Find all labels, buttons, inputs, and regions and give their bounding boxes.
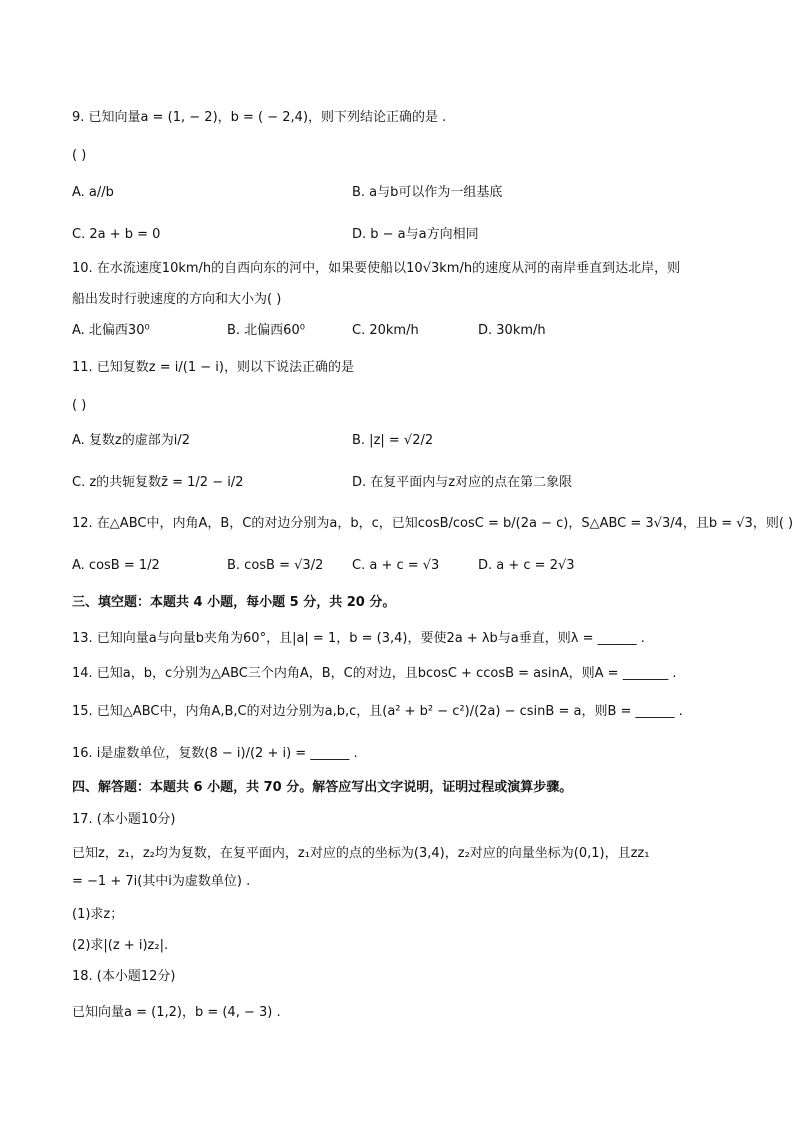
q17-part-1: (1)求z； [72, 907, 124, 922]
q12-stem: 12. 在△ABC中，内角A，B，C的对边分别为a，b，c，已知cosB/cosC = b/(2a − c)，S△ABC = 3√3/4，且b = √3，则( ) [72, 516, 794, 531]
q9-option-c: C. 2a + b = 0 [72, 227, 161, 242]
q17-line-1: 已知z，z₁，z₂均为复数，在复平面内，z₁对应的点的坐标为(3,4)，z₂对应的向量坐标为(0,1)，且zz₁ [72, 846, 650, 861]
q17-title: 17. (本小题10分) [72, 812, 176, 827]
q15-line: 15. 已知△ABC中，内角A,B,C的对边分别为a,b,c，且(a² + b² − c²)/(2a) − csinB = a，则B = ______ . [72, 704, 683, 719]
q9-paren: ( ) [72, 148, 87, 163]
q17-part-2: (2)求|(z + i)z₂|. [72, 938, 169, 953]
q16-line: 16. i是虚数单位，复数(8 − i)/(2 + i) = ______ . [72, 746, 358, 761]
q9-stem: 9. 已知向量a = (1, − 2)，b = ( − 2,4)，则下列结论正确的是 . [72, 110, 447, 125]
q10-option-c: C. 20km/h [352, 323, 419, 338]
q18-line-1: 已知向量a = (1,2)，b = (4, − 3) . [72, 1005, 281, 1020]
q14-line: 14. 已知a，b，c分别为△ABC三个内角A，B，C的对边，且bcosC + ccosB = asinA，则A = _______ . [72, 666, 677, 681]
q11-option-b: B. |z| = √2/2 [352, 433, 434, 448]
q10-option-a: A. 北偏西30⁰ [72, 323, 150, 338]
q12-option-a: A. cosB = 1/2 [72, 558, 160, 573]
section-solutions-heading: 四、解答题：本题共 6 小题，共 70 分。解答应写出文字说明，证明过程或演算步骤。 [72, 780, 573, 795]
q11-option-d: D. 在复平面内与z对应的点在第二象限 [352, 475, 573, 490]
q10-stem: 10. 在水流速度10km/h的自西向东的河中，如果要使船以10√3km/h的速度从河的南岸垂直到达北岸，则 [72, 261, 681, 276]
q11-stem: 11. 已知复数z = i/(1 − i)，则以下说法正确的是 [72, 360, 354, 375]
section-fill-in-heading: 三、填空题：本题共 4 小题，每小题 5 分，共 20 分。 [72, 595, 396, 610]
q9-option-b: B. a与b可以作为一组基底 [352, 185, 503, 200]
q12-option-d: D. a + c = 2√3 [478, 558, 575, 573]
q9-option-d: D. b − a与a方向相同 [352, 227, 479, 242]
q17-line-2: = −1 + 7i(其中i为虚数单位) . [72, 874, 251, 889]
q10-option-d: D. 30km/h [478, 323, 546, 338]
q12-option-b: B. cosB = √3/2 [227, 558, 324, 573]
q10-option-b: B. 北偏西60⁰ [227, 323, 305, 338]
q11-option-a: A. 复数z的虚部为i/2 [72, 433, 191, 448]
q13-line: 13. 已知向量a与向量b夹角为60°，且|a| = 1，b = (3,4)，要使2a + λb与a垂直，则λ = ______ . [72, 631, 645, 646]
q12-option-c: C. a + c = √3 [352, 558, 440, 573]
q18-title: 18. (本小题12分) [72, 969, 176, 984]
q9-option-a: A. a//b [72, 185, 114, 200]
q11-paren: ( ) [72, 398, 87, 413]
q10-stem-cont: 船出发时行驶速度的方向和大小为( ) [72, 292, 282, 307]
q11-option-c: C. z的共轭复数z̄ = 1/2 − i/2 [72, 475, 244, 490]
